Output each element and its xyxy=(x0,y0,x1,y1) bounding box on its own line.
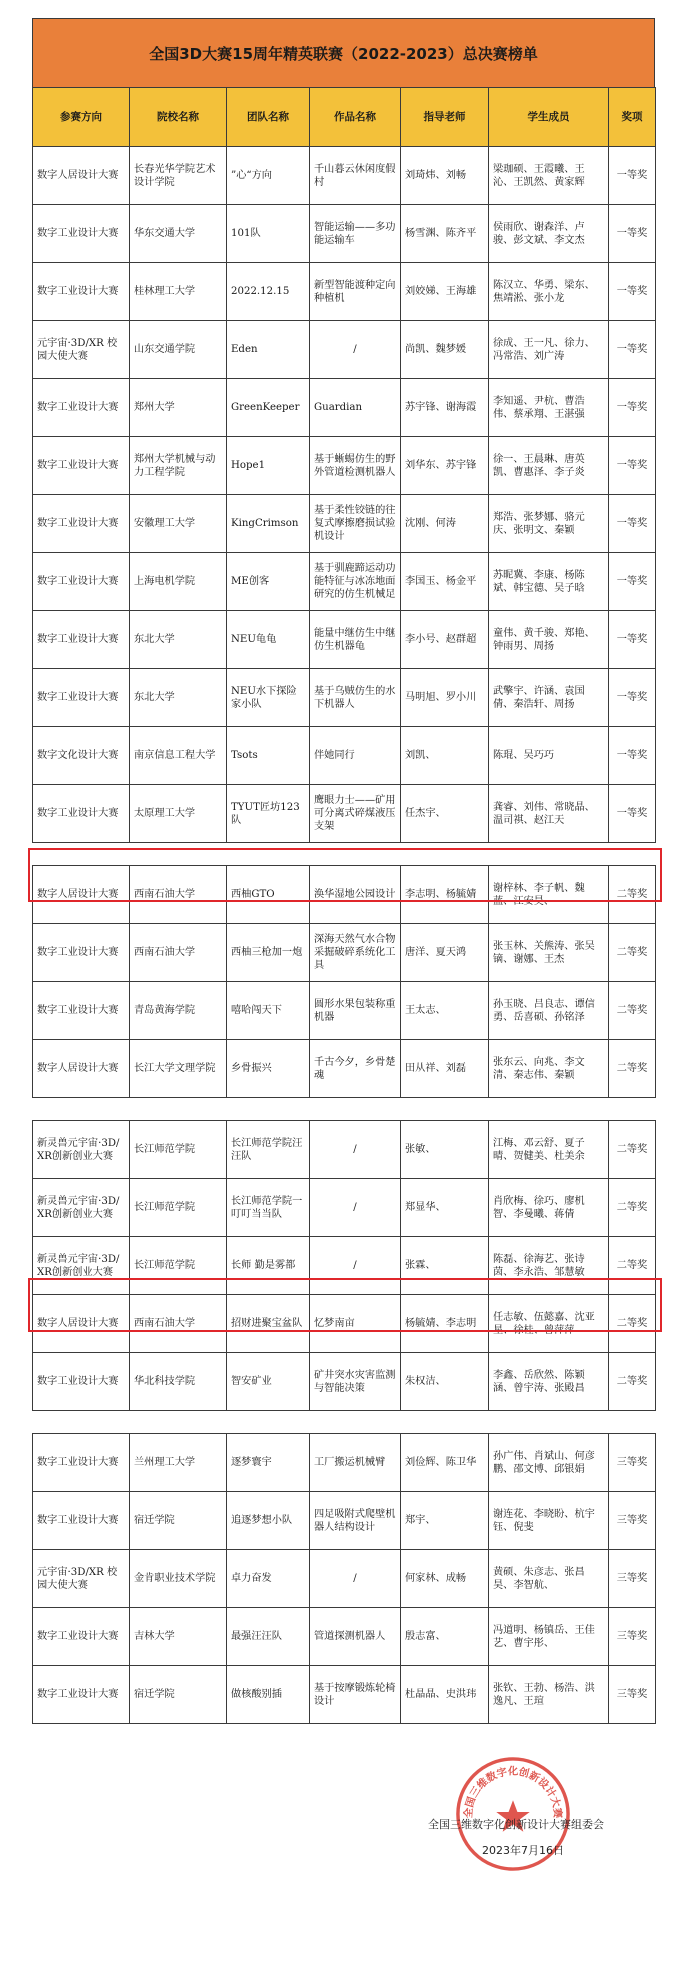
table-row xyxy=(33,924,656,982)
cell-teacher: 杜晶晶、史洪玮 xyxy=(401,1666,489,1724)
cell-work: 矿井突水灾害监测与智能决策 xyxy=(310,1353,401,1411)
cell-school: 南京信息工程大学 xyxy=(130,727,227,785)
ranking-document xyxy=(32,18,655,1724)
cell-team: 嘻哈闯天下 xyxy=(227,982,310,1040)
cell-students: 童伟、黄千骏、郑艳、钟雨男、周扬 xyxy=(489,611,609,669)
cell-team: 招财进聚宝盆队 xyxy=(227,1295,310,1353)
cell-work: / xyxy=(310,1179,401,1237)
header-work: 作品名称 xyxy=(310,88,401,147)
cell-direction: 数字工业设计大赛 xyxy=(33,611,130,669)
cell-direction: 数字工业设计大赛 xyxy=(33,263,130,321)
cell-work: / xyxy=(310,1550,401,1608)
cell-students: 武擎宇、许涵、袁国倩、秦浩轩、周扬 xyxy=(489,669,609,727)
table-row xyxy=(33,669,656,727)
cell-team: ME创客 xyxy=(227,553,310,611)
cell-direction: 新灵兽元宇宙·3D/XR创新创业大赛 xyxy=(33,1179,130,1237)
table-row xyxy=(33,982,656,1040)
cell-school: 华东交通大学 xyxy=(130,205,227,263)
table-row xyxy=(33,263,656,321)
cell-team: 2022.12.15 xyxy=(227,263,310,321)
cell-work: 千古今夕，乡骨楚魂 xyxy=(310,1040,401,1098)
cell-team: GreenKeeper xyxy=(227,379,310,437)
cell-work: 鹰眼力士——矿用可分离式碎煤液压支架 xyxy=(310,785,401,843)
cell-students: 侯雨欣、谢森洋、卢骏、彭文斌、李文杰 xyxy=(489,205,609,263)
cell-direction: 数字工业设计大赛 xyxy=(33,1353,130,1411)
cell-students: 江梅、邓云舒、夏子晴、贺健美、杜美余 xyxy=(489,1121,609,1179)
cell-direction: 数字工业设计大赛 xyxy=(33,1666,130,1724)
group-spacer xyxy=(33,1098,656,1121)
cell-award: 一等奖 xyxy=(609,495,656,553)
cell-students: 谢梓林、李子帆、魏蓝、江安昊、 xyxy=(489,866,609,924)
cell-students: 陈汉立、华勇、梁东、焦靖淞、张小龙 xyxy=(489,263,609,321)
cell-team: 最强汪汪队 xyxy=(227,1608,310,1666)
cell-work: 工厂搬运机械臂 xyxy=(310,1434,401,1492)
cell-students: 张玉林、关熊涛、张吴镝、谢娜、王杰 xyxy=(489,924,609,982)
cell-award: 三等奖 xyxy=(609,1434,656,1492)
cell-direction: 数字工业设计大赛 xyxy=(33,1608,130,1666)
footer-date: 2023年7月16日 xyxy=(482,1844,564,1857)
cell-direction: 新灵兽元宇宙·3D/XR创新创业大赛 xyxy=(33,1237,130,1295)
cell-award: 三等奖 xyxy=(609,1666,656,1724)
cell-team: 长江师范学院汪汪队 xyxy=(227,1121,310,1179)
cell-students: 张东云、向兆、李文清、秦志伟、秦颖 xyxy=(489,1040,609,1098)
cell-students: 黄硕、朱彦志、张昌昊、李智航、 xyxy=(489,1550,609,1608)
seal-text: 全国三维数字化创新设计大赛 xyxy=(462,1765,564,1819)
cell-teacher: 王太志、 xyxy=(401,982,489,1040)
cell-work: 涣华湿地公园设计 xyxy=(310,866,401,924)
header-team: 团队名称 xyxy=(227,88,310,147)
cell-team: Eden xyxy=(227,321,310,379)
cell-teacher: 刘琦炜、刘畅 xyxy=(401,147,489,205)
cell-award: 一等奖 xyxy=(609,553,656,611)
cell-direction: 数字工业设计大赛 xyxy=(33,205,130,263)
cell-students: 李知遥、尹杭、曹浩伟、蔡承翔、王湛强 xyxy=(489,379,609,437)
cell-students: 郑浩、张梦娜、骆元庆、张明文、秦颖 xyxy=(489,495,609,553)
cell-team: 长师 勤是雾都 xyxy=(227,1237,310,1295)
cell-school: 桂林理工大学 xyxy=(130,263,227,321)
cell-teacher: 唐洋、夏天鸿 xyxy=(401,924,489,982)
cell-students: 孙广伟、肖斌山、何彦鹏、邵文博、邱银娟 xyxy=(489,1434,609,1492)
cell-award: 三等奖 xyxy=(609,1550,656,1608)
cell-direction: 数字工业设计大赛 xyxy=(33,982,130,1040)
cell-award: 二等奖 xyxy=(609,1237,656,1295)
cell-school: 郑州大学机械与动力工程学院 xyxy=(130,437,227,495)
table-row xyxy=(33,147,656,205)
table-row xyxy=(33,785,656,843)
cell-work: 管道探测机器人 xyxy=(310,1608,401,1666)
table-row xyxy=(33,1179,656,1237)
cell-teacher: 刘凯、 xyxy=(401,727,489,785)
cell-school: 兰州理工大学 xyxy=(130,1434,227,1492)
table-row xyxy=(33,1121,656,1179)
cell-school: 宿迁学院 xyxy=(130,1666,227,1724)
cell-award: 二等奖 xyxy=(609,1040,656,1098)
cell-direction: 数字工业设计大赛 xyxy=(33,924,130,982)
cell-teacher: 李志明、杨毓婧 xyxy=(401,866,489,924)
table-row xyxy=(33,437,656,495)
cell-award: 一等奖 xyxy=(609,147,656,205)
table-row xyxy=(33,495,656,553)
cell-work: 基于柔性铰链的往复式摩擦磨损试验机设计 xyxy=(310,495,401,553)
cell-students: 李鑫、岳欣然、陈颖涵、曾宇涛、张殿昌 xyxy=(489,1353,609,1411)
table-row xyxy=(33,611,656,669)
cell-school: 郑州大学 xyxy=(130,379,227,437)
cell-school: 西南石油大学 xyxy=(130,924,227,982)
cell-award: 三等奖 xyxy=(609,1608,656,1666)
cell-school: 安徽理工大学 xyxy=(130,495,227,553)
cell-direction: 数字工业设计大赛 xyxy=(33,553,130,611)
cell-teacher: 李小号、赵群超 xyxy=(401,611,489,669)
cell-work: 四足吸附式爬壁机器人结构设计 xyxy=(310,1492,401,1550)
cell-direction: 数字工业设计大赛 xyxy=(33,669,130,727)
cell-students: 肖欣梅、徐巧、廖机智、李曼曦、蒋倩 xyxy=(489,1179,609,1237)
cell-teacher: 任杰宇、 xyxy=(401,785,489,843)
cell-school: 吉林大学 xyxy=(130,1608,227,1666)
cell-school: 长江大学文理学院 xyxy=(130,1040,227,1098)
cell-team: Hope1 xyxy=(227,437,310,495)
cell-direction: 数字工业设计大赛 xyxy=(33,379,130,437)
cell-students: 陈琨、吴巧巧 xyxy=(489,727,609,785)
cell-teacher: 张霖、 xyxy=(401,1237,489,1295)
cell-students: 任志敏、伍懿嘉、沈亚星、徐桂、曾萍萍 xyxy=(489,1295,609,1353)
cell-teacher: 刘俭辉、陈卫华 xyxy=(401,1434,489,1492)
table-row xyxy=(33,553,656,611)
table-row xyxy=(33,1295,656,1353)
cell-school: 东北大学 xyxy=(130,611,227,669)
table-row xyxy=(33,1550,656,1608)
cell-team: ”心“方向 xyxy=(227,147,310,205)
cell-school: 上海电机学院 xyxy=(130,553,227,611)
header-direction: 参赛方向 xyxy=(33,88,130,147)
cell-students: 徐成、王一凡、徐力、冯常浩、刘广涛 xyxy=(489,321,609,379)
cell-teacher: 沈刚、何涛 xyxy=(401,495,489,553)
header-students: 学生成员 xyxy=(489,88,609,147)
cell-team: TYUT匠坊123队 xyxy=(227,785,310,843)
footer-organizer: 全国三维数字化创新设计大赛组委会 xyxy=(428,1818,604,1831)
cell-school: 长江师范学院 xyxy=(130,1179,227,1237)
cell-award: 二等奖 xyxy=(609,924,656,982)
cell-award: 一等奖 xyxy=(609,437,656,495)
cell-team: 智安矿业 xyxy=(227,1353,310,1411)
cell-team: Tsots xyxy=(227,727,310,785)
cell-work: 基于蜥蜴仿生的野外管道检测机器人 xyxy=(310,437,401,495)
cell-work: 伴她同行 xyxy=(310,727,401,785)
cell-work: / xyxy=(310,321,401,379)
cell-award: 二等奖 xyxy=(609,1179,656,1237)
cell-teacher: 尚凯、魏梦媛 xyxy=(401,321,489,379)
table-row xyxy=(33,1666,656,1724)
cell-award: 一等奖 xyxy=(609,611,656,669)
document-title: 全国3D大赛15周年精英联赛（2022-2023）总决赛榜单 xyxy=(32,18,655,87)
cell-teacher: 刘华东、苏宇锋 xyxy=(401,437,489,495)
cell-teacher: 朱权洁、 xyxy=(401,1353,489,1411)
cell-team: 长江师范学院一叮叮当当队 xyxy=(227,1179,310,1237)
table-row xyxy=(33,321,656,379)
table-row xyxy=(33,205,656,263)
cell-direction: 数字人居设计大赛 xyxy=(33,1295,130,1353)
ranking-table xyxy=(32,87,656,1724)
cell-team: 追逐梦想小队 xyxy=(227,1492,310,1550)
cell-team: 做核酸别插 xyxy=(227,1666,310,1724)
table-header-row xyxy=(33,88,656,147)
header-award: 奖项 xyxy=(609,88,656,147)
cell-teacher: 马明旭、罗小川 xyxy=(401,669,489,727)
cell-teacher: 刘姣娣、王海雄 xyxy=(401,263,489,321)
cell-direction: 数字工业设计大赛 xyxy=(33,1434,130,1492)
cell-team: 西柚三枪加一炮 xyxy=(227,924,310,982)
cell-award: 一等奖 xyxy=(609,263,656,321)
cell-team: 乡骨振兴 xyxy=(227,1040,310,1098)
cell-direction: 数字文化设计大赛 xyxy=(33,727,130,785)
cell-students: 苏昵冀、李康、杨陈斌、韩宝德、吴子晗 xyxy=(489,553,609,611)
header-teacher: 指导老师 xyxy=(401,88,489,147)
cell-school: 华北科技学院 xyxy=(130,1353,227,1411)
cell-award: 二等奖 xyxy=(609,1353,656,1411)
cell-work: Guardian xyxy=(310,379,401,437)
cell-award: 二等奖 xyxy=(609,1121,656,1179)
cell-work: 基于驯鹿蹄运动功能特征与冰冻地面研究的仿生机械足 xyxy=(310,553,401,611)
cell-direction: 数字工业设计大赛 xyxy=(33,1492,130,1550)
cell-school: 太原理工大学 xyxy=(130,785,227,843)
cell-direction: 数字工业设计大赛 xyxy=(33,785,130,843)
cell-work: 深海天然气水合物采掘破碎系统化工具 xyxy=(310,924,401,982)
cell-school: 青岛黄海学院 xyxy=(130,982,227,1040)
table-row xyxy=(33,1237,656,1295)
group-spacer xyxy=(33,843,656,866)
cell-direction: 数字人居设计大赛 xyxy=(33,1040,130,1098)
cell-direction: 数字工业设计大赛 xyxy=(33,495,130,553)
cell-teacher: 田从祥、刘磊 xyxy=(401,1040,489,1098)
cell-award: 二等奖 xyxy=(609,866,656,924)
cell-direction: 新灵兽元宇宙·3D/XR创新创业大赛 xyxy=(33,1121,130,1179)
cell-teacher: 何家林、成畅 xyxy=(401,1550,489,1608)
group-spacer xyxy=(33,1411,656,1434)
cell-school: 宿迁学院 xyxy=(130,1492,227,1550)
cell-award: 三等奖 xyxy=(609,1492,656,1550)
cell-award: 一等奖 xyxy=(609,669,656,727)
cell-school: 金肯职业技术学院 xyxy=(130,1550,227,1608)
cell-school: 长江师范学院 xyxy=(130,1121,227,1179)
cell-teacher: 殷志富、 xyxy=(401,1608,489,1666)
cell-team: 101队 xyxy=(227,205,310,263)
cell-team: 卓力奋发 xyxy=(227,1550,310,1608)
cell-students: 谢连花、李晓盼、杭宇钰、倪斐 xyxy=(489,1492,609,1550)
cell-teacher: 郑显华、 xyxy=(401,1179,489,1237)
cell-work: 新型智能渡种定向种植机 xyxy=(310,263,401,321)
cell-work: 忆梦南亩 xyxy=(310,1295,401,1353)
cell-work: 基于乌贼仿生的水下机器人 xyxy=(310,669,401,727)
table-row xyxy=(33,1353,656,1411)
cell-work: 能量中继仿生中继仿生机器龟 xyxy=(310,611,401,669)
cell-work: 千山暮云休闲度假村 xyxy=(310,147,401,205)
cell-students: 冯道明、杨镇岳、王佳艺、曹宇彤、 xyxy=(489,1608,609,1666)
cell-team: KingCrimson xyxy=(227,495,310,553)
table-row xyxy=(33,1040,656,1098)
table-row xyxy=(33,1434,656,1492)
cell-school: 长春光华学院艺术设计学院 xyxy=(130,147,227,205)
cell-teacher: 张敏、 xyxy=(401,1121,489,1179)
cell-students: 张钦、王勃、杨浩、洪逸凡、王瑄 xyxy=(489,1666,609,1724)
cell-award: 二等奖 xyxy=(609,982,656,1040)
cell-team: NEU水下探险家小队 xyxy=(227,669,310,727)
cell-direction: 数字人居设计大赛 xyxy=(33,147,130,205)
header-school: 院校名称 xyxy=(130,88,227,147)
table-row xyxy=(33,866,656,924)
cell-work: 智能运输——多功能运输车 xyxy=(310,205,401,263)
table-row xyxy=(33,379,656,437)
cell-teacher: 李国玉、杨金平 xyxy=(401,553,489,611)
cell-direction: 数字工业设计大赛 xyxy=(33,437,130,495)
cell-school: 西南石油大学 xyxy=(130,1295,227,1353)
cell-school: 东北大学 xyxy=(130,669,227,727)
cell-direction: 元宇宙·3D/XR 校园大使大赛 xyxy=(33,1550,130,1608)
cell-team: 西柚GTO xyxy=(227,866,310,924)
cell-award: 二等奖 xyxy=(609,1295,656,1353)
cell-school: 山东交通学院 xyxy=(130,321,227,379)
cell-award: 一等奖 xyxy=(609,205,656,263)
cell-award: 一等奖 xyxy=(609,727,656,785)
cell-teacher: 杨雪渊、陈齐平 xyxy=(401,205,489,263)
cell-school: 长江师范学院 xyxy=(130,1237,227,1295)
table-row xyxy=(33,1608,656,1666)
cell-work: / xyxy=(310,1121,401,1179)
cell-award: 一等奖 xyxy=(609,321,656,379)
cell-team: NEU龟龟 xyxy=(227,611,310,669)
cell-award: 一等奖 xyxy=(609,379,656,437)
cell-work: 基于按摩锻炼轮椅设计 xyxy=(310,1666,401,1724)
cell-students: 徐一、王晨琳、唐英凯、曹惠泽、李子炎 xyxy=(489,437,609,495)
cell-work: 圆形水果包装称重机器 xyxy=(310,982,401,1040)
cell-students: 龚睿、刘伟、常晓晶、温司祺、赵江天 xyxy=(489,785,609,843)
cell-teacher: 郑宇、 xyxy=(401,1492,489,1550)
cell-teacher: 苏宇锋、谢海霞 xyxy=(401,379,489,437)
table-body xyxy=(33,147,656,1724)
cell-teacher: 杨毓婧、李志明 xyxy=(401,1295,489,1353)
cell-work: / xyxy=(310,1237,401,1295)
table-row xyxy=(33,727,656,785)
cell-direction: 元宇宙·3D/XR 校园大使大赛 xyxy=(33,321,130,379)
cell-students: 孙玉晓、吕良志、谭信勇、岳喜硕、孙铭泽 xyxy=(489,982,609,1040)
cell-direction: 数字人居设计大赛 xyxy=(33,866,130,924)
cell-students: 梁珈硕、王霞曦、王沁、王凯然、黄家辉 xyxy=(489,147,609,205)
cell-award: 一等奖 xyxy=(609,785,656,843)
cell-school: 西南石油大学 xyxy=(130,866,227,924)
cell-team: 逐梦寰宇 xyxy=(227,1434,310,1492)
cell-students: 陈磊、徐海艺、张诗茵、李永浩、邹慧敏 xyxy=(489,1237,609,1295)
table-row xyxy=(33,1492,656,1550)
